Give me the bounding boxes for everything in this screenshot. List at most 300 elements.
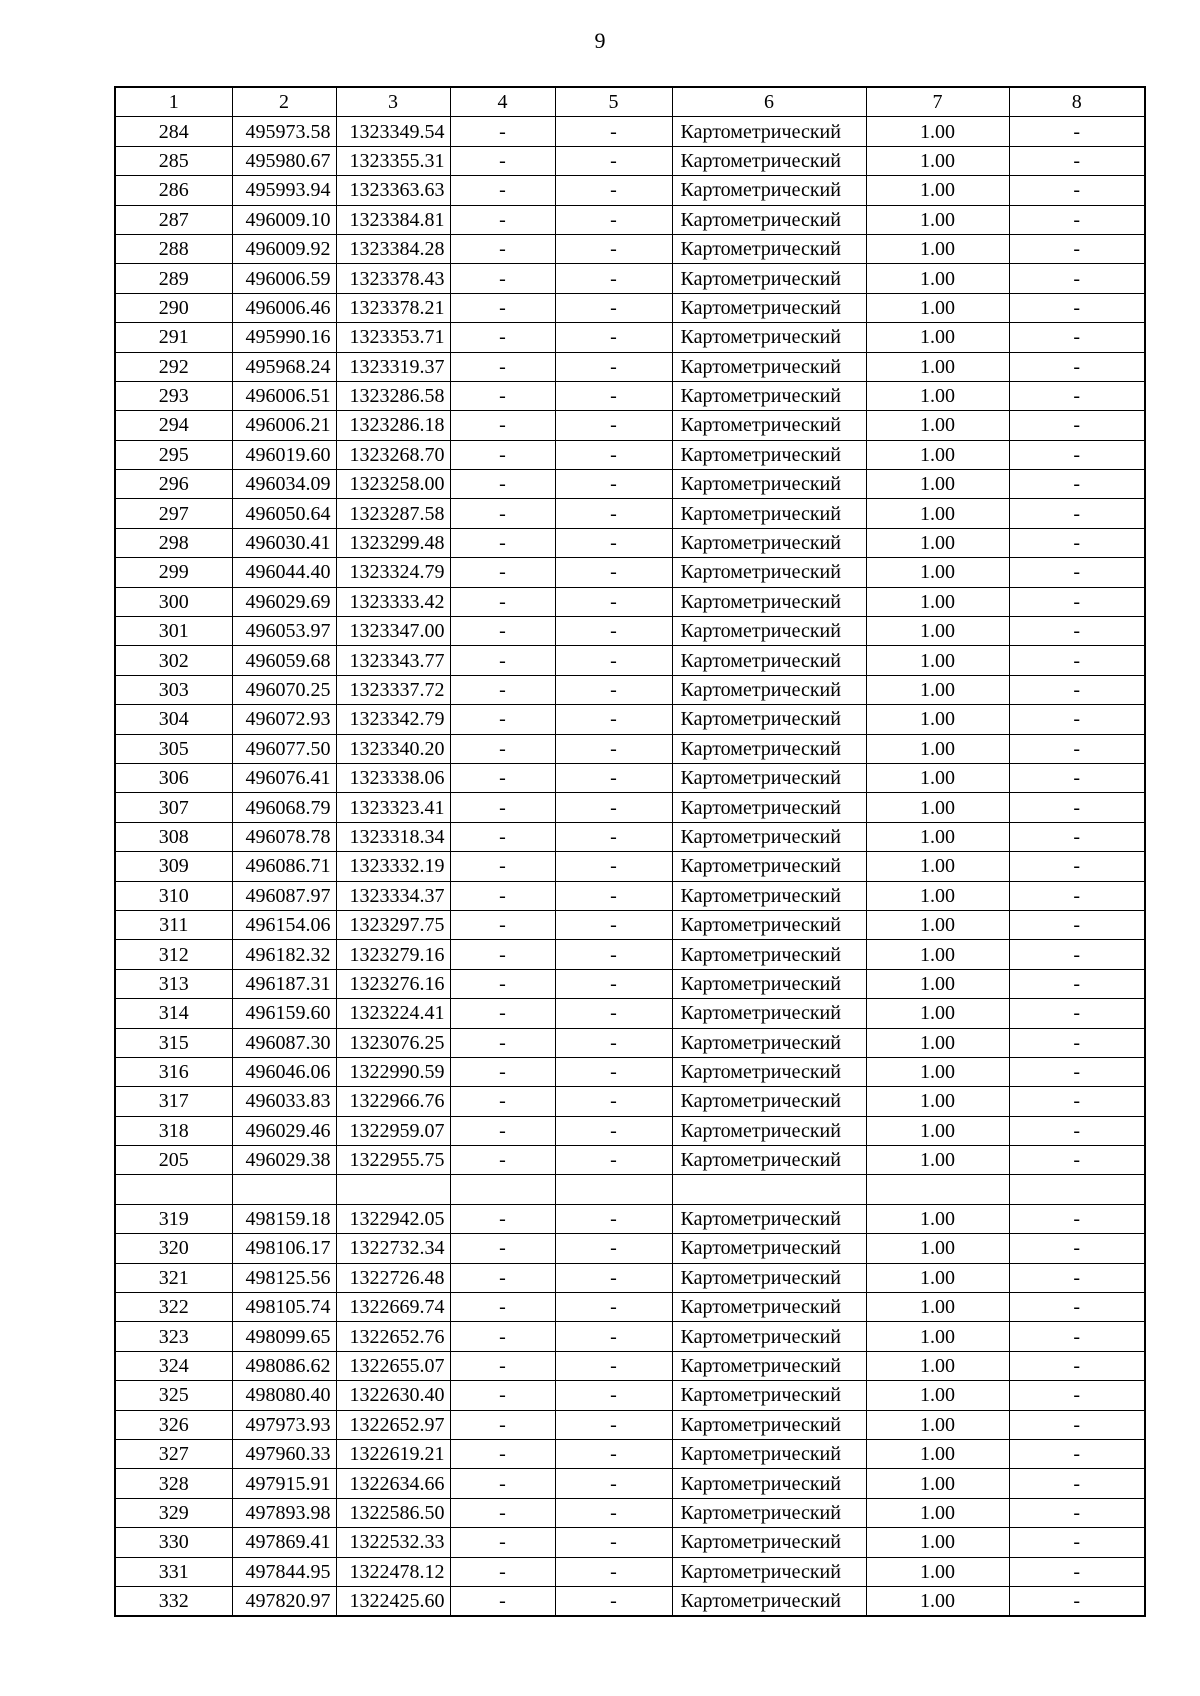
cell-col-8: - [1009,234,1145,263]
table-row [115,940,1145,969]
cell-col-8: - [1009,910,1145,939]
cell-col-4: - [450,1057,555,1086]
cell-col-8: - [1009,1293,1145,1322]
cell-col-4: - [450,1028,555,1057]
cell-col-5: - [555,1087,672,1116]
table-row [115,705,1145,734]
cell-col-5: - [555,705,672,734]
cell-method: Картометрический [672,1116,866,1145]
cell-method: Картометрический [672,352,866,381]
cell-col-8: - [1009,528,1145,557]
cell-point-number: 290 [115,293,232,322]
cell-accuracy: 1.00 [866,558,1009,587]
cell-col-5: - [555,528,672,557]
cell-col-5: - [555,969,672,998]
cell-point-number: 326 [115,1410,232,1439]
cell-col-4: - [450,910,555,939]
cell-col-4: - [450,1146,555,1175]
cell-point-number: 300 [115,587,232,616]
table-row [115,1146,1145,1175]
cell-x-coordinate: 496187.31 [232,969,336,998]
cell-col-8: - [1009,1146,1145,1175]
cell-col-5: - [555,587,672,616]
cell-col-5: - [555,234,672,263]
cell-method: Картометрический [672,470,866,499]
cell-accuracy: 1.00 [866,969,1009,998]
cell-col-8: - [1009,1586,1145,1616]
cell-col-4: - [450,1322,555,1351]
cell-y-coordinate: 1322966.76 [336,1087,450,1116]
cell-y-coordinate: 1322990.59 [336,1057,450,1086]
cell-x-coordinate: 496029.69 [232,587,336,616]
cell-method: Картометрический [672,381,866,410]
cell-accuracy: 1.00 [866,910,1009,939]
cell-y-coordinate: 1323384.28 [336,234,450,263]
table-row [115,910,1145,939]
header-cell-col-5: 5 [555,87,672,117]
cell-col-4: - [450,969,555,998]
cell-accuracy: 1.00 [866,352,1009,381]
cell-col-5: - [555,352,672,381]
cell-x-coordinate: 496087.30 [232,1028,336,1057]
cell-col-4: - [450,205,555,234]
cell-point-number: 318 [115,1116,232,1145]
cell-point-number: 286 [115,176,232,205]
cell-accuracy: 1.00 [866,440,1009,469]
cell-col-8: - [1009,734,1145,763]
cell-col-4: - [450,763,555,792]
cell-point-number: 307 [115,793,232,822]
cell-method: Картометрический [672,264,866,293]
cell-point-number: 316 [115,1057,232,1086]
cell-col-4: - [450,1293,555,1322]
cell-x-coordinate: 497915.91 [232,1469,336,1498]
cell-y-coordinate: 1323224.41 [336,999,450,1028]
cell-point-number: 322 [115,1293,232,1322]
cell-col-4: - [450,793,555,822]
cell-accuracy: 1.00 [866,470,1009,499]
header-cell-y-coordinate: 3 [336,87,450,117]
cell-accuracy: 1.00 [866,1116,1009,1145]
cell-accuracy: 1.00 [866,146,1009,175]
cell-point-number: 298 [115,528,232,557]
table-row [115,264,1145,293]
cell-y-coordinate: 1322619.21 [336,1439,450,1468]
cell-col-4: - [450,499,555,528]
cell-col-8: - [1009,499,1145,528]
cell-accuracy: 1.00 [866,411,1009,440]
table-row [115,793,1145,822]
cell-col-8: - [1009,1469,1145,1498]
cell-point-number: 328 [115,1469,232,1498]
cell-col-8: - [1009,852,1145,881]
cell-accuracy: 1.00 [866,1087,1009,1116]
cell-y-coordinate: 1322532.33 [336,1528,450,1557]
cell-accuracy: 1.00 [866,734,1009,763]
cell-x-coordinate: 498159.18 [232,1204,336,1233]
table-row [115,470,1145,499]
cell-x-coordinate: 495990.16 [232,323,336,352]
cell-y-coordinate: 1322630.40 [336,1381,450,1410]
cell-y-coordinate: 1323287.58 [336,499,450,528]
cell-x-coordinate: 498086.62 [232,1351,336,1380]
cell-method: Картометрический [672,411,866,440]
table-row [115,1381,1145,1410]
cell-x-coordinate: 498105.74 [232,1293,336,1322]
cell-point-number: 320 [115,1234,232,1263]
cell-accuracy: 1.00 [866,763,1009,792]
cell-col-5: - [555,323,672,352]
cell-accuracy: 1.00 [866,234,1009,263]
cell-y-coordinate: 1323342.79 [336,705,450,734]
cell-col-4: - [450,1263,555,1292]
cell-col-5: - [555,1028,672,1057]
cell-method: Картометрический [672,1498,866,1527]
cell-point-number: 314 [115,999,232,1028]
cell-col-5: - [555,293,672,322]
header-cell-x-coordinate: 2 [232,87,336,117]
cell-col-8: - [1009,881,1145,910]
cell-point-number: 308 [115,822,232,851]
cell-method: Картометрический [672,1028,866,1057]
cell-col-8: - [1009,1057,1145,1086]
cell-accuracy: 1.00 [866,381,1009,410]
cell-col-8: - [1009,323,1145,352]
cell-accuracy: 1.00 [866,1293,1009,1322]
cell-col-4: - [450,822,555,851]
cell-col-8: - [1009,264,1145,293]
table-row [115,352,1145,381]
header-cell-point-number: 1 [115,87,232,117]
cell-method: Картометрический [672,705,866,734]
cell-col-5: - [555,440,672,469]
cell-point-number: 295 [115,440,232,469]
table-row [115,1410,1145,1439]
cell-x-coordinate: 496044.40 [232,558,336,587]
cell-col-5: - [555,881,672,910]
cell-x-coordinate: 498125.56 [232,1263,336,1292]
cell-col-4: - [450,940,555,969]
table-row [115,1528,1145,1557]
cell-col-4: - [450,440,555,469]
cell-col-4: - [450,234,555,263]
cell-accuracy: 1.00 [866,1028,1009,1057]
cell-method: Картометрический [672,1087,866,1116]
cell-y-coordinate: 1323349.54 [336,117,450,146]
cell-point-number: 329 [115,1498,232,1527]
cell-y-coordinate: 1322942.05 [336,1204,450,1233]
cell-col-4: - [450,1234,555,1263]
cell-x-coordinate: 498080.40 [232,1381,336,1410]
cell-y-coordinate: 1323286.58 [336,381,450,410]
cell-method: Картометрический [672,293,866,322]
cell-col-8: - [1009,1439,1145,1468]
cell-point-number: 310 [115,881,232,910]
cell-accuracy: 1.00 [866,1057,1009,1086]
cell-col-8: - [1009,411,1145,440]
cell-col-5: - [555,411,672,440]
cell-accuracy: 1.00 [866,528,1009,557]
cell-method: Картометрический [672,999,866,1028]
cell-x-coordinate: 496033.83 [232,1087,336,1116]
cell-x-coordinate [232,1175,336,1204]
cell-col-4: - [450,852,555,881]
cell-point-number: 289 [115,264,232,293]
cell-accuracy: 1.00 [866,205,1009,234]
cell-y-coordinate: 1323338.06 [336,763,450,792]
cell-method: Картометрический [672,1234,866,1263]
cell-accuracy: 1.00 [866,176,1009,205]
cell-col-5 [555,1175,672,1204]
cell-method: Картометрический [672,1263,866,1292]
cell-accuracy: 1.00 [866,1557,1009,1586]
cell-col-5: - [555,617,672,646]
cell-col-5: - [555,1263,672,1292]
cell-col-5: - [555,1528,672,1557]
cell-col-5: - [555,117,672,146]
cell-col-4: - [450,1469,555,1498]
cell-col-8: - [1009,117,1145,146]
cell-col-8: - [1009,793,1145,822]
cell-point-number: 301 [115,617,232,646]
cell-method: Картометрический [672,176,866,205]
cell-col-4: - [450,646,555,675]
cell-y-coordinate: 1323319.37 [336,352,450,381]
cell-col-4: - [450,293,555,322]
cell-method: Картометрический [672,793,866,822]
cell-point-number: 332 [115,1586,232,1616]
cell-x-coordinate: 496046.06 [232,1057,336,1086]
cell-y-coordinate: 1323343.77 [336,646,450,675]
cell-method: Картометрический [672,1322,866,1351]
cell-y-coordinate: 1322655.07 [336,1351,450,1380]
cell-method: Картометрический [672,1586,866,1616]
cell-col-5: - [555,1586,672,1616]
cell-col-5: - [555,999,672,1028]
table-row [115,1087,1145,1116]
cell-point-number: 317 [115,1087,232,1116]
cell-col-8: - [1009,1381,1145,1410]
cell-y-coordinate: 1322959.07 [336,1116,450,1145]
cell-y-coordinate: 1323337.72 [336,675,450,704]
cell-y-coordinate: 1323276.16 [336,969,450,998]
cell-point-number: 327 [115,1439,232,1468]
cell-col-5: - [555,822,672,851]
cell-point-number: 313 [115,969,232,998]
cell-method: Картометрический [672,587,866,616]
cell-method: Картометрический [672,1469,866,1498]
header-cell-method: 6 [672,87,866,117]
cell-point-number: 288 [115,234,232,263]
cell-x-coordinate: 495980.67 [232,146,336,175]
cell-col-4: - [450,352,555,381]
cell-accuracy: 1.00 [866,1263,1009,1292]
cell-col-4: - [450,528,555,557]
cell-col-8: - [1009,176,1145,205]
cell-col-5: - [555,1057,672,1086]
cell-col-4: - [450,1586,555,1616]
cell-x-coordinate: 496006.51 [232,381,336,410]
table-row [115,558,1145,587]
cell-col-5: - [555,1381,672,1410]
cell-col-5: - [555,675,672,704]
cell-col-5: - [555,1234,672,1263]
cell-accuracy: 1.00 [866,293,1009,322]
cell-accuracy: 1.00 [866,499,1009,528]
cell-point-number: 305 [115,734,232,763]
cell-x-coordinate: 496076.41 [232,763,336,792]
cell-x-coordinate: 496087.97 [232,881,336,910]
cell-x-coordinate: 496030.41 [232,528,336,557]
table-row [115,1557,1145,1586]
cell-col-4: - [450,675,555,704]
table-row [115,146,1145,175]
cell-col-5: - [555,205,672,234]
cell-accuracy: 1.00 [866,675,1009,704]
table-row [115,1439,1145,1468]
cell-col-5: - [555,910,672,939]
cell-col-4: - [450,705,555,734]
cell-accuracy: 1.00 [866,1410,1009,1439]
cell-col-8: - [1009,205,1145,234]
cell-point-number: 205 [115,1146,232,1175]
cell-method: Картометрический [672,763,866,792]
cell-method: Картометрический [672,1204,866,1233]
cell-col-4: - [450,146,555,175]
cell-col-8: - [1009,763,1145,792]
cell-col-8: - [1009,1116,1145,1145]
table-body [115,87,1145,1616]
cell-x-coordinate: 497973.93 [232,1410,336,1439]
cell-col-4: - [450,999,555,1028]
cell-col-8: - [1009,1410,1145,1439]
table-row [115,1263,1145,1292]
cell-y-coordinate: 1323076.25 [336,1028,450,1057]
cell-col-5: - [555,1116,672,1145]
table-row [115,1322,1145,1351]
cell-point-number: 284 [115,117,232,146]
table-row [115,1175,1145,1204]
cell-x-coordinate: 496059.68 [232,646,336,675]
cell-col-4: - [450,1087,555,1116]
cell-accuracy: 1.00 [866,1586,1009,1616]
table-row [115,822,1145,851]
cell-y-coordinate: 1323347.00 [336,617,450,646]
cell-y-coordinate: 1322732.34 [336,1234,450,1263]
cell-col-8: - [1009,1028,1145,1057]
cell-col-4: - [450,1557,555,1586]
cell-y-coordinate: 1322955.75 [336,1146,450,1175]
cell-x-coordinate: 496086.71 [232,852,336,881]
cell-point-number: 302 [115,646,232,675]
cell-x-coordinate: 496053.97 [232,617,336,646]
cell-col-8: - [1009,1557,1145,1586]
page-number: 9 [594,28,606,53]
cell-accuracy: 1.00 [866,822,1009,851]
cell-col-8: - [1009,617,1145,646]
cell-x-coordinate: 496078.78 [232,822,336,851]
cell-method: Картометрический [672,940,866,969]
cell-method: Картометрический [672,117,866,146]
cell-col-8: - [1009,587,1145,616]
table-row [115,1234,1145,1263]
cell-x-coordinate: 496009.92 [232,234,336,263]
cell-x-coordinate: 496019.60 [232,440,336,469]
cell-col-5: - [555,940,672,969]
cell-col-5: - [555,176,672,205]
cell-y-coordinate: 1322425.60 [336,1586,450,1616]
cell-method: Картометрический [672,1528,866,1557]
cell-point-number: 291 [115,323,232,352]
cell-x-coordinate: 496077.50 [232,734,336,763]
table-row [115,1028,1145,1057]
cell-col-8: - [1009,705,1145,734]
cell-col-8: - [1009,1498,1145,1527]
cell-point-number: 306 [115,763,232,792]
header-cell-col-8: 8 [1009,87,1145,117]
cell-x-coordinate: 496009.10 [232,205,336,234]
cell-x-coordinate: 498099.65 [232,1322,336,1351]
cell-col-8: - [1009,969,1145,998]
cell-col-8: - [1009,470,1145,499]
cell-col-4: - [450,264,555,293]
table-row [115,411,1145,440]
table-row [115,852,1145,881]
cell-y-coordinate: 1323363.63 [336,176,450,205]
cell-col-5: - [555,1351,672,1380]
cell-x-coordinate: 498106.17 [232,1234,336,1263]
cell-y-coordinate: 1323318.34 [336,822,450,851]
cell-y-coordinate: 1322726.48 [336,1263,450,1292]
cell-col-8: - [1009,352,1145,381]
cell-col-8: - [1009,146,1145,175]
cell-col-5: - [555,1322,672,1351]
cell-method: Картометрический [672,881,866,910]
cell-y-coordinate: 1323258.00 [336,470,450,499]
cell-x-coordinate: 496029.38 [232,1146,336,1175]
table-row [115,205,1145,234]
header-cell-col-4: 4 [450,87,555,117]
cell-col-4: - [450,470,555,499]
table-row [115,1351,1145,1380]
cell-col-4: - [450,117,555,146]
cell-col-5: - [555,499,672,528]
cell-col-4 [450,1175,555,1204]
cell-method: Картометрический [672,910,866,939]
cell-x-coordinate: 496006.59 [232,264,336,293]
cell-col-8: - [1009,1528,1145,1557]
cell-y-coordinate [336,1175,450,1204]
cell-col-5: - [555,264,672,293]
cell-col-4: - [450,734,555,763]
cell-point-number: 294 [115,411,232,440]
cell-point-number: 303 [115,675,232,704]
cell-x-coordinate: 495993.94 [232,176,336,205]
cell-accuracy: 1.00 [866,999,1009,1028]
cell-point-number: 321 [115,1263,232,1292]
table-row [115,528,1145,557]
table-row [115,1057,1145,1086]
cell-col-5: - [555,793,672,822]
cell-y-coordinate: 1322634.66 [336,1469,450,1498]
table-row [115,881,1145,910]
cell-col-4: - [450,1498,555,1527]
cell-y-coordinate: 1323334.37 [336,881,450,910]
cell-accuracy: 1.00 [866,587,1009,616]
cell-col-8 [1009,1175,1145,1204]
cell-method: Картометрический [672,1293,866,1322]
cell-y-coordinate: 1323353.71 [336,323,450,352]
